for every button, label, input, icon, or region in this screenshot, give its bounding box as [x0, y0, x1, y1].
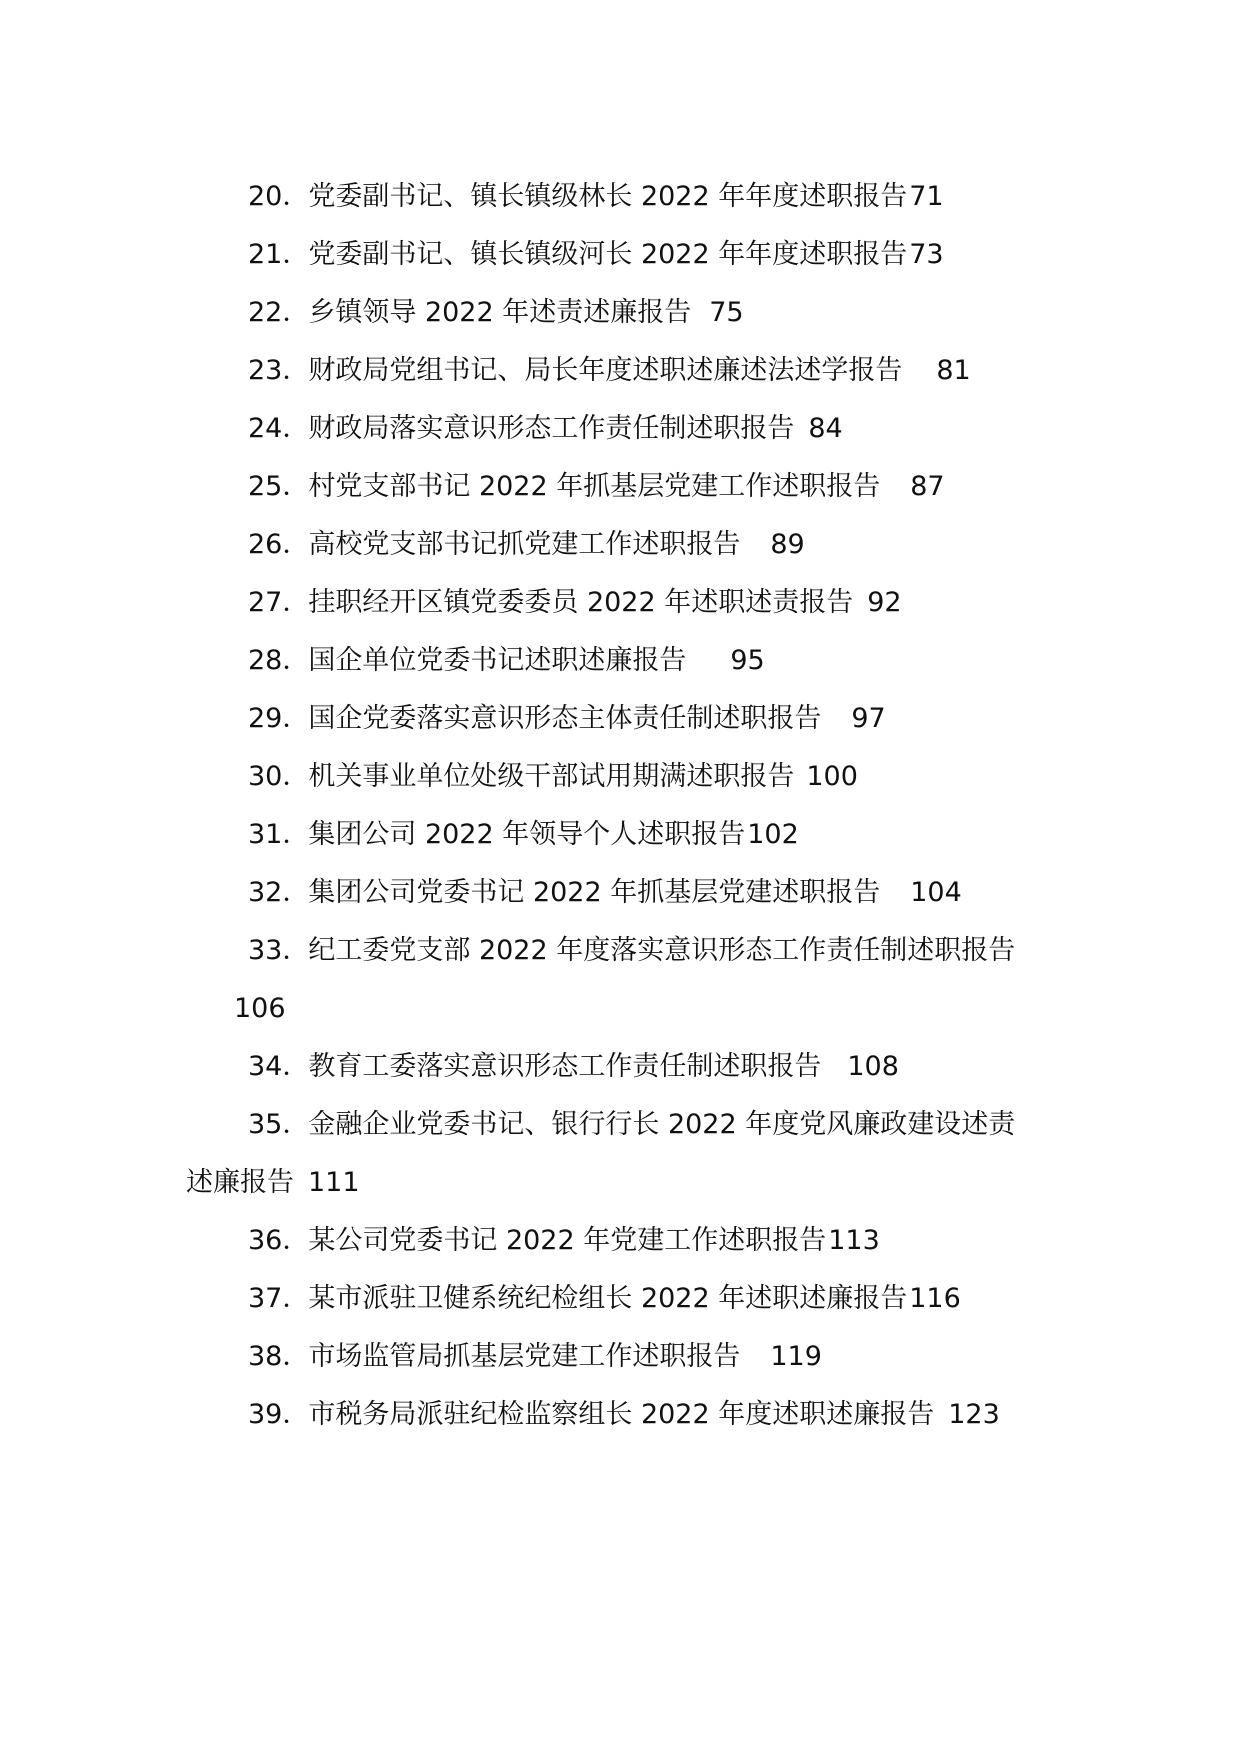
toc-entry-35[interactable]: 35．金融企业党委书记、银行行长 2022 年度党风廉政建设述责	[248, 1109, 1016, 1140]
toc-entry-31[interactable]: 31．集团公司 2022 年领导个人述职报告102	[248, 819, 799, 850]
toc-entry-32[interactable]: 32．集团公司党委书记 2022 年抓基层党建述职报告 104	[248, 877, 962, 908]
toc-entry-27[interactable]: 27．挂职经开区镇党委委员 2022 年述职述责报告 92	[248, 587, 902, 618]
toc-entry-20[interactable]: 20．党委副书记、镇长镇级林长 2022 年年度述职报告71	[248, 181, 944, 212]
toc-entry-26[interactable]: 26．高校党支部书记抓党建工作述职报告 89	[248, 529, 805, 560]
toc-entry-35-cont[interactable]: 述廉报告 111	[186, 1167, 360, 1198]
toc-entry-23[interactable]: 23．财政局党组书记、局长年度述职述廉述法述学报告 81	[248, 355, 971, 386]
toc-entry-34[interactable]: 34．教育工委落实意识形态工作责任制述职报告 108	[248, 1051, 899, 1082]
toc-entry-25[interactable]: 25．村党支部书记 2022 年抓基层党建工作述职报告 87	[248, 471, 945, 502]
toc-entry-39[interactable]: 39．市税务局派驻纪检监察组长 2022 年度述职述廉报告 123	[248, 1399, 1000, 1430]
toc-entry-30[interactable]: 30．机关事业单位处级干部试用期满述职报告 100	[248, 761, 858, 792]
toc-entry-36[interactable]: 36．某公司党委书记 2022 年党建工作述职报告113	[248, 1225, 880, 1256]
toc-entry-29[interactable]: 29．国企党委落实意识形态主体责任制述职报告 97	[248, 703, 886, 734]
toc-entry-38[interactable]: 38．市场监管局抓基层党建工作述职报告 119	[248, 1341, 822, 1372]
toc-entry-33[interactable]: 33．纪工委党支部 2022 年度落实意识形态工作责任制述职报告	[248, 935, 1016, 966]
toc-entry-22[interactable]: 22．乡镇领导 2022 年述责述廉报告 75	[248, 297, 744, 328]
toc-entry-24[interactable]: 24．财政局落实意识形态工作责任制述职报告 84	[248, 413, 843, 444]
toc-entry-28[interactable]: 28．国企单位党委书记述职述廉报告 95	[248, 645, 765, 676]
toc-entry-21[interactable]: 21．党委副书记、镇长镇级河长 2022 年年度述职报告73	[248, 239, 944, 270]
toc-entry-33-page[interactable]: 106	[234, 993, 286, 1024]
toc-entry-37[interactable]: 37．某市派驻卫健系统纪检组长 2022 年述职述廉报告116	[248, 1283, 961, 1314]
